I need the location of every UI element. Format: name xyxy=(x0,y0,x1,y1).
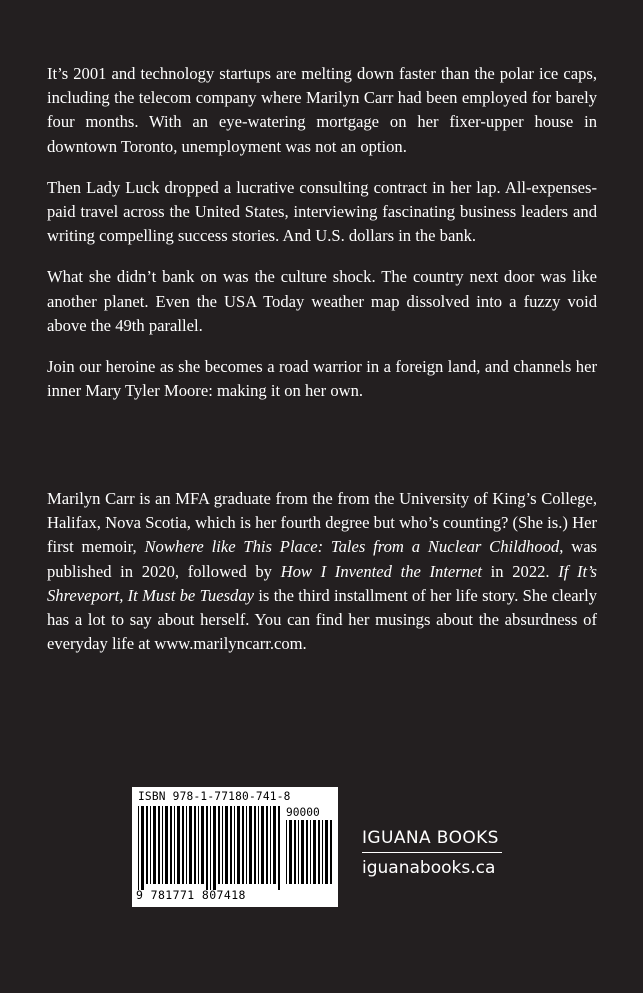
bio-book-title-3: If It’s Shreveport, It Must be Tuesday xyxy=(47,561,598,605)
ean-digits: 9 781771 807418 xyxy=(136,888,246,902)
barcode-bar xyxy=(325,820,328,884)
barcode-bar xyxy=(222,806,223,884)
barcode-bar xyxy=(189,806,192,884)
barcode-bar xyxy=(158,806,160,884)
barcode-bar xyxy=(270,806,271,884)
barcode-bar xyxy=(201,806,204,884)
barcode-bar xyxy=(249,806,252,884)
barcode-bar xyxy=(162,806,163,884)
blurb-paragraph-4: Join our heroine as she becomes a road warrior in a foreign land, and channels her inner Mary Tyler Moore: making it on her own. xyxy=(47,357,597,401)
barcode-bar xyxy=(289,820,292,884)
bio-book-title-2: How I Invented the Internet xyxy=(280,561,483,581)
barcode-bar xyxy=(261,806,264,884)
publisher-name: IGUANA BOOKS xyxy=(362,828,499,848)
isbn-label: ISBN 978-1-77180-741-8 xyxy=(138,790,291,803)
isbn-barcode xyxy=(132,787,338,907)
barcode-bar xyxy=(258,806,259,884)
barcode-bar xyxy=(298,820,299,884)
barcode-bar xyxy=(186,806,187,884)
barcode-bar xyxy=(210,806,211,890)
bio-text-2: , was published in 2020, followed by xyxy=(47,537,598,581)
barcode-bar xyxy=(174,806,175,884)
barcode-bar xyxy=(165,806,168,884)
barcode-bar xyxy=(278,806,280,890)
barcode-bar xyxy=(182,806,184,884)
barcode-bar xyxy=(286,820,287,884)
barcode-bar xyxy=(242,806,244,884)
barcode-bar xyxy=(218,806,220,884)
blurb-paragraph-3: What she didn’t bank on was the culture shock. The country next door was like another planet. Even the USA Today weather map dissolved into a fuzzy void above the 49th parallel. xyxy=(47,267,597,335)
barcode-bar xyxy=(330,820,332,884)
barcode-bar xyxy=(194,806,196,884)
barcode-bar xyxy=(206,806,208,890)
barcode-bar xyxy=(230,806,232,884)
barcode-bar xyxy=(141,806,144,890)
barcode-bar xyxy=(266,806,268,884)
barcode-bar xyxy=(322,820,323,884)
bio-text-4: is the third installment of her life story. She clearly has a lot to say about herself. You can find her musings about the absurdness of everyday life at www.marilyncarr.com. xyxy=(47,585,597,654)
barcode-bar xyxy=(177,806,180,884)
barcode-bar xyxy=(273,806,276,884)
barcode-bar xyxy=(237,806,240,884)
barcode-bars-addon xyxy=(286,820,334,890)
barcode-bar xyxy=(246,806,247,884)
barcode-bar xyxy=(146,806,148,884)
barcode-bar xyxy=(310,820,311,884)
barcode-bar xyxy=(306,820,308,884)
blurb-paragraph-1: It’s 2001 and technology startups are melting down faster than the polar ice caps, including the telecom company where Marilyn Carr had been employed for barely four months. With an eye-watering mortgage on her fixer-upper house in downtown Toronto, unemployment was not an option. xyxy=(47,64,597,156)
publisher-block xyxy=(362,827,512,879)
barcode-bar xyxy=(254,806,256,884)
publisher-divider xyxy=(362,852,502,853)
barcode-bars-main xyxy=(138,806,282,890)
barcode-bar xyxy=(213,806,216,890)
bio-text-1: Marilyn Carr is an MFA graduate from the from the University of King’s College, Halifax, Nova Scotia, which is her fourth degree but who’s counting? (She is.) Her first memoir, xyxy=(47,489,597,557)
barcode-bar xyxy=(138,806,139,890)
barcode-bar xyxy=(170,806,172,884)
author-bio-paragraph xyxy=(47,487,597,656)
barcode-bar xyxy=(318,820,320,884)
bio-text-3: in 2022. xyxy=(482,561,559,581)
barcode-bar xyxy=(294,820,296,884)
barcode-bar xyxy=(153,806,156,884)
barcode-bar xyxy=(225,806,228,884)
barcode-bar xyxy=(313,820,316,884)
back-cover-blurb xyxy=(47,62,597,420)
barcode-bar xyxy=(234,806,235,884)
author-bio xyxy=(47,487,597,656)
barcode-bar xyxy=(198,806,199,884)
barcode-bar xyxy=(301,820,304,884)
bio-book-title-1: Nowhere like This Place: Tales from a Nuclear Childhood xyxy=(144,537,560,557)
blurb-paragraph-2: Then Lady Luck dropped a lucrative consulting contract in her lap. All-expenses-paid travel across the United States, interviewing fascinating business leaders and writing compelling success stories. And U.S. dollars in the bank. xyxy=(47,177,597,246)
barcode-bar xyxy=(150,806,151,884)
publisher-url: iguanabooks.ca xyxy=(362,858,496,878)
barcode-addon-number: 90000 xyxy=(286,806,320,819)
